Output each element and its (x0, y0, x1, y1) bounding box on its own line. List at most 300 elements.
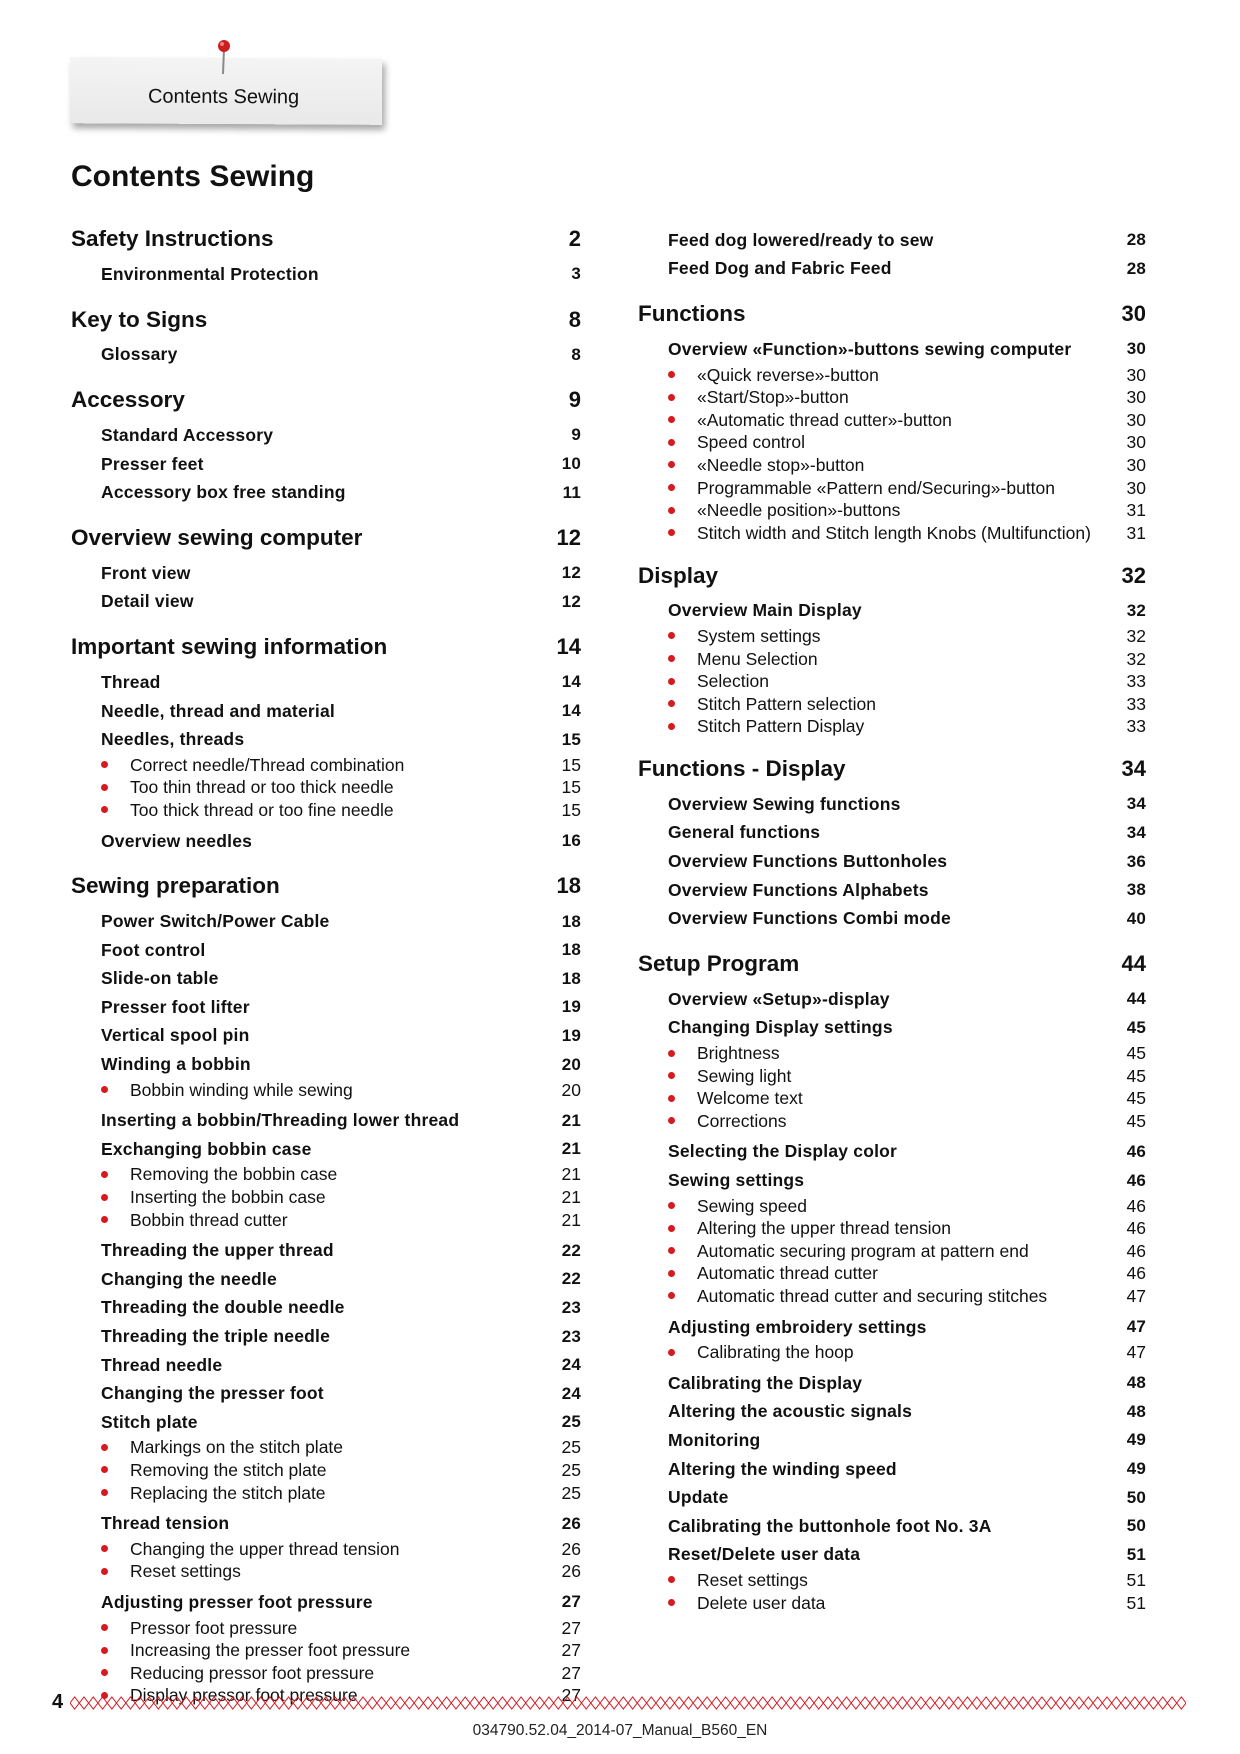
bullet-dot-icon (668, 439, 675, 446)
toc-bullet-replacing-the-stitch-plate[interactable] (71, 1482, 581, 1505)
toc-bullet-delete-user-data[interactable] (638, 1592, 1146, 1615)
toc-item-title (668, 851, 947, 872)
toc-page-number: 21 (561, 1209, 581, 1230)
toc-page-number: 44 (1126, 989, 1146, 1009)
toc-bullet-quick-reverse-button[interactable] (638, 364, 1146, 387)
toc-bullet-bobbin-winding-while-sewing[interactable] (71, 1079, 581, 1102)
toc-item-title (101, 1592, 373, 1613)
toc-entry-power-switch-power-cable[interactable] (71, 907, 581, 936)
toc-entry-changing-display-settings[interactable] (638, 1014, 1146, 1043)
bullet-dot-icon (101, 806, 108, 813)
toc-bullet-correct-needle-thread-combination[interactable] (71, 754, 581, 777)
toc-item-title (668, 694, 876, 715)
toc-page-number: 15 (561, 729, 581, 749)
toc-bullet-system-settings[interactable] (638, 625, 1146, 648)
toc-item-title (668, 387, 849, 408)
toc-item-title (668, 410, 952, 431)
toc-page-number: 30 (1126, 477, 1146, 498)
toc-bullet-removing-the-stitch-plate[interactable] (71, 1459, 581, 1482)
toc-item-title (668, 626, 821, 647)
toc-item-title (668, 258, 892, 279)
toc-item-title (101, 1412, 198, 1433)
toc-item-title (668, 500, 900, 521)
toc-bullet-altering-the-upper-thread-tension[interactable] (638, 1217, 1146, 1240)
toc-page-number: 15 (561, 754, 581, 775)
toc-entry-overview-function-buttons-sewing-computer[interactable] (638, 335, 1146, 364)
toc-item-title (668, 432, 805, 453)
toc-entry-inserting-a-bobbin-threading-lower-thread[interactable] (71, 1106, 581, 1135)
toc-item-text: Vertical spool pin (101, 1025, 250, 1046)
toc-entry-sewing-settings[interactable] (638, 1166, 1146, 1195)
toc-bullet-markings-on-the-stitch-plate[interactable] (71, 1437, 581, 1460)
toc-item-title (101, 1297, 345, 1318)
toc-page-number: 34 (1126, 822, 1146, 842)
toc-page-number: 22 (561, 1269, 581, 1289)
toc-page-number: 3 (571, 264, 581, 284)
toc-page-number: 50 (1126, 1487, 1146, 1507)
toc-item-title (101, 940, 205, 961)
bullet-dot-icon (668, 394, 675, 401)
toc-page-number: 28 (1126, 230, 1146, 250)
toc-item-text: Update (668, 1487, 729, 1508)
toc-entry-needles-threads[interactable] (71, 725, 581, 754)
toc-page-number: 25 (561, 1482, 581, 1503)
toc-item-title (668, 649, 818, 670)
toc-item-text: Safety Instructions (71, 226, 274, 251)
toc-entry-stitch-plate[interactable] (71, 1408, 581, 1437)
toc-page-number: 30 (1126, 454, 1146, 475)
toc-item-text: «Automatic thread cutter»-button (697, 409, 952, 430)
toc-entry-exchanging-bobbin-case[interactable] (71, 1135, 581, 1164)
toc-section-safety-instructions[interactable] (71, 226, 581, 258)
toc-bullet-inserting-the-bobbin-case[interactable] (71, 1186, 581, 1209)
toc-item-text: Welcome text (697, 1088, 803, 1109)
toc-section-setup-program[interactable] (638, 951, 1146, 983)
toc-item-title (668, 908, 951, 929)
toc-page-number: 32 (1126, 625, 1146, 646)
toc-bullet-stitch-pattern-display[interactable] (638, 716, 1146, 739)
bullet-dot-icon (668, 1576, 675, 1583)
toc-item-title (668, 1430, 760, 1451)
toc-entry-altering-the-acoustic-signals[interactable] (638, 1398, 1146, 1427)
toc-bullet-automatic-securing-program-at-pattern-end[interactable] (638, 1240, 1146, 1263)
toc-item-text: Threading the double needle (101, 1297, 345, 1318)
toc-entry-overview-setup-display[interactable] (638, 985, 1146, 1014)
toc-bullet-too-thin-thread-or-too-thick-needle[interactable] (71, 777, 581, 800)
toc-item-text: Feed Dog and Fabric Feed (668, 258, 892, 279)
toc-page-number: 26 (561, 1561, 581, 1582)
bullet-dot-icon (101, 1444, 108, 1451)
toc-page-number: 19 (561, 997, 581, 1017)
toc-item-title (101, 1080, 353, 1101)
toc-section-overview-sewing-computer[interactable] (71, 525, 581, 557)
toc-page-number: 50 (1126, 1516, 1146, 1536)
toc-page-number: 23 (561, 1297, 581, 1317)
toc-entry-overview-functions-buttonholes[interactable] (638, 847, 1146, 876)
toc-entry-calibrating-the-display[interactable] (638, 1369, 1146, 1398)
toc-page-number: 11 (562, 482, 581, 502)
toc-page-number: 18 (561, 968, 581, 988)
toc-item-text: Overview sewing computer (71, 524, 363, 550)
toc-item-text: Corrections (697, 1110, 787, 1131)
toc-item-title (101, 482, 346, 503)
toc-item-text: Slide-on table (101, 968, 219, 989)
bullet-dot-icon (668, 1225, 675, 1232)
bullet-dot-icon (668, 678, 675, 685)
toc-entry-feed-dog-and-fabric-feed[interactable] (638, 255, 1146, 284)
toc-entry-update[interactable] (638, 1483, 1146, 1512)
toc-item-title (101, 729, 244, 750)
toc-entry-detail-view[interactable] (71, 588, 581, 617)
toc-item-title (101, 1326, 330, 1347)
toc-item-text: Reset settings (697, 1569, 808, 1590)
toc-item-text: Correct needle/Thread combination (130, 754, 405, 775)
bullet-dot-icon (101, 1624, 108, 1631)
toc-bullet-sewing-light[interactable] (638, 1065, 1146, 1088)
toc-page-number: 49 (1126, 1430, 1146, 1450)
toc-item-text: Bobbin winding while sewing (130, 1079, 353, 1100)
toc-section-important-sewing-information[interactable] (71, 634, 581, 666)
toc-page-number: 9 (568, 387, 581, 413)
toc-entry-glossary[interactable] (71, 341, 581, 370)
toc-entry-monitoring[interactable] (638, 1426, 1146, 1455)
toc-bullet-automatic-thread-cutter-button[interactable] (638, 409, 1146, 432)
toc-item-text: Changing the upper thread tension (130, 1538, 400, 1559)
toc-entry-slide-on-table[interactable] (71, 965, 581, 994)
toc-item-title (668, 1570, 808, 1591)
toc-page-number: 25 (561, 1459, 581, 1480)
toc-bullet-automatic-thread-cutter[interactable] (638, 1263, 1146, 1286)
toc-bullet-needle-stop-button[interactable] (638, 454, 1146, 477)
toc-item-text: Display pressor foot pressure (130, 1685, 358, 1706)
toc-item-text: Selecting the Display color (668, 1141, 898, 1162)
toc-page-number: 12 (561, 591, 581, 611)
bullet-dot-icon (668, 1095, 675, 1102)
toc-item-title (101, 672, 161, 693)
toc-item-title (71, 873, 280, 899)
toc-section-sewing-preparation[interactable] (71, 873, 581, 905)
toc-entry-thread-tension[interactable] (71, 1509, 581, 1538)
toc-item-title (668, 523, 1091, 544)
toc-item-title (668, 230, 933, 251)
toc-item-text: Overview Functions Alphabets (668, 879, 929, 900)
toc-page-number: 28 (1126, 258, 1146, 278)
toc-entry-threading-the-upper-thread[interactable] (71, 1236, 581, 1265)
toc-bullet-reset-settings[interactable] (71, 1561, 581, 1584)
toc-item-text: Sewing preparation (71, 873, 280, 899)
toc-page-number: 32 (1121, 562, 1146, 588)
toc-item-text: Calibrating the buttonhole foot No. 3A (668, 1515, 992, 1536)
toc-page-number: 27 (561, 1662, 581, 1683)
toc-item-title (101, 1355, 222, 1376)
toc-entry-winding-a-bobbin[interactable] (71, 1050, 581, 1079)
toc-page-number: 27 (561, 1592, 581, 1612)
toc-entry-altering-the-winding-speed[interactable] (638, 1455, 1146, 1484)
toc-page-number: 30 (1126, 409, 1146, 430)
toc-entry-overview-needles[interactable] (71, 827, 581, 856)
toc-item-text: Reset settings (130, 1561, 241, 1582)
toc-item-title (101, 1240, 334, 1261)
toc-page-number: 30 (1126, 432, 1146, 453)
toc-item-title (71, 307, 207, 333)
toc-page-number: 47 (1126, 1342, 1146, 1363)
toc-entry-threading-the-double-needle[interactable] (71, 1294, 581, 1323)
toc-page-number: 30 (1126, 339, 1146, 359)
toc-item-text: Foot control (101, 939, 206, 960)
toc-entry-general-functions[interactable] (638, 819, 1146, 848)
toc-entry-presser-foot-lifter[interactable] (71, 993, 581, 1022)
bullet-dot-icon (668, 1599, 675, 1606)
toc-page-number: 46 (1126, 1141, 1146, 1161)
toc-entry-selecting-the-display-color[interactable] (638, 1138, 1146, 1167)
toc-item-title (101, 1025, 250, 1046)
toc-bullet-bobbin-thread-cutter[interactable] (71, 1209, 581, 1232)
toc-entry-foot-control[interactable] (71, 936, 581, 965)
toc-entry-changing-the-presser-foot[interactable] (71, 1379, 581, 1408)
bullet-dot-icon (101, 1194, 108, 1201)
toc-entry-overview-functions-combi-mode[interactable] (638, 904, 1146, 933)
toc-page-number: 24 (561, 1383, 581, 1403)
toc-page-number: 33 (1126, 671, 1146, 692)
toc-item-text: Overview Functions Buttonholes (668, 851, 948, 872)
toc-item-title (101, 1539, 400, 1560)
toc-item-text: Altering the winding speed (668, 1458, 897, 1479)
toc-item-text: Standard Accessory (101, 424, 274, 445)
toc-item-title (101, 454, 204, 475)
toc-item-text: Removing the stitch plate (130, 1459, 327, 1480)
toc-bullet-welcome-text[interactable] (638, 1087, 1146, 1110)
bullet-dot-icon (668, 700, 675, 707)
toc-bullet-start-stop-button[interactable] (638, 386, 1146, 409)
toc-entry-reset-delete-user-data[interactable] (638, 1541, 1146, 1570)
toc-section-functions[interactable] (638, 301, 1146, 333)
toc-item-title (668, 1066, 791, 1087)
toc-entry-presser-feet[interactable] (71, 450, 581, 479)
toc-item-title (668, 1317, 927, 1338)
toc-item-text: Inserting the bobbin case (130, 1187, 326, 1208)
toc-page-number: 31 (1126, 500, 1146, 521)
toc-bullet-calibrating-the-hoop[interactable] (638, 1341, 1146, 1364)
toc-item-title (101, 1187, 326, 1208)
toc-page-number: 10 (561, 454, 581, 474)
toc-item-text: Presser foot lifter (101, 996, 250, 1017)
toc-item-text: Delete user data (697, 1592, 826, 1613)
toc-entry-overview-sewing-functions[interactable] (638, 790, 1146, 819)
toc-bullet-too-thick-thread-or-too-fine-needle[interactable] (71, 799, 581, 822)
toc-item-text: Replacing the stitch plate (130, 1482, 326, 1503)
bullet-dot-icon (668, 484, 675, 491)
toc-item-text: Thread (101, 671, 161, 692)
toc-entry-adjusting-presser-foot-pressure[interactable] (71, 1588, 581, 1617)
toc-item-text: Overview Main Display (668, 600, 862, 621)
toc-page-number: 8 (571, 344, 581, 364)
toc-bullet-stitch-pattern-selection[interactable] (638, 693, 1146, 716)
toc-entry-front-view[interactable] (71, 559, 581, 588)
toc-page-number: 48 (1126, 1401, 1146, 1421)
toc-item-text: Bobbin thread cutter (130, 1209, 288, 1230)
toc-page-number: 14 (561, 701, 581, 721)
toc-item-text: Overview needles (101, 830, 253, 851)
toc-item-title (668, 478, 1055, 499)
toc-page-number: 20 (561, 1054, 581, 1074)
toc-page-number: 9 (571, 425, 581, 445)
toc-bullet-corrections[interactable] (638, 1110, 1146, 1133)
toc-item-title (638, 563, 718, 589)
bullet-dot-icon (101, 1545, 108, 1552)
toc-item-text: Automatic thread cutter and securing stitches (697, 1285, 1048, 1306)
toc-item-title (101, 1561, 241, 1582)
toc-section-key-to-signs[interactable] (71, 307, 581, 339)
toc-item-text: Overview Functions Combi mode (668, 908, 951, 929)
toc-section-functions-display[interactable] (638, 756, 1146, 788)
toc-page-number: 21 (561, 1187, 581, 1208)
toc-item-title (101, 831, 252, 852)
toc-item-title (101, 425, 273, 446)
toc-item-text: Changing the presser foot (101, 1383, 324, 1404)
toc-item-text: Functions (638, 301, 746, 327)
toc-item-title (668, 1342, 854, 1363)
toc-item-text: Automatic thread cutter (697, 1263, 878, 1284)
toc-page-number: 15 (561, 799, 581, 820)
toc-page-number: 51 (1126, 1544, 1146, 1564)
toc-entry-overview-main-display[interactable] (638, 597, 1146, 626)
toc-item-title (71, 387, 185, 413)
toc-bullet-sewing-speed[interactable] (638, 1195, 1146, 1218)
toc-entry-thread[interactable] (71, 668, 581, 697)
toc-page-number: 27 (561, 1640, 581, 1661)
bullet-dot-icon (668, 1247, 675, 1254)
bullet-dot-icon (668, 371, 675, 378)
toc-item-text: Adjusting presser foot pressure (101, 1591, 373, 1612)
toc-page-number: 21 (561, 1110, 581, 1130)
toc-item-text: Changing Display settings (668, 1017, 893, 1038)
toc-item-title (101, 1640, 410, 1661)
toc-entry-calibrating-the-buttonhole-foot-no-3a[interactable] (638, 1512, 1146, 1541)
toc-entry-needle-thread-and-material[interactable] (71, 697, 581, 726)
toc-item-title (668, 989, 890, 1010)
toc-page-number: 12 (561, 563, 581, 583)
toc-item-text: Sewing speed (697, 1195, 807, 1216)
toc-item-text: Thread tension (101, 1513, 230, 1534)
toc-page-number: 16 (561, 831, 581, 851)
toc-bullet-menu-selection[interactable] (638, 648, 1146, 671)
pushpin-icon (214, 38, 234, 78)
toc-item-title (638, 301, 746, 327)
toc-bullet-reset-settings[interactable] (638, 1569, 1146, 1592)
bullet-dot-icon (101, 1647, 108, 1654)
toc-item-title (668, 1286, 1047, 1307)
toc-item-text: Automatic securing program at pattern end (697, 1240, 1029, 1261)
toc-bullet-selection[interactable] (638, 670, 1146, 693)
toc-bullet-changing-the-upper-thread-tension[interactable] (71, 1538, 581, 1561)
toc-item-text: Markings on the stitch plate (130, 1437, 344, 1458)
toc-item-text: Glossary (101, 344, 178, 365)
toc-item-text: General functions (668, 822, 821, 843)
toc-item-text: Reducing pressor foot pressure (130, 1662, 375, 1683)
toc-item-title (668, 339, 1071, 360)
toc-entry-changing-the-needle[interactable] (71, 1265, 581, 1294)
toc-page-number: 30 (1121, 301, 1146, 327)
toc-item-text: Overview «Setup»-display (668, 988, 890, 1009)
toc-item-text: Menu Selection (697, 648, 818, 669)
toc-entry-vertical-spool-pin[interactable] (71, 1022, 581, 1051)
toc-bullet-programmable-pattern-end-securing-button[interactable] (638, 477, 1146, 500)
toc-bullet-automatic-thread-cutter-and-securing-stitches[interactable] (638, 1285, 1146, 1308)
toc-item-text: Monitoring (668, 1429, 761, 1450)
toc-bullet-increasing-the-presser-foot-pressure[interactable] (71, 1639, 581, 1662)
toc-page-number: 2 (568, 226, 581, 251)
toc-item-title (668, 794, 901, 815)
toc-item-text: Stitch Pattern selection (697, 693, 876, 714)
toc-page-number: 46 (1126, 1195, 1146, 1216)
bullet-dot-icon (668, 1292, 675, 1299)
toc-entry-feed-dog-lowered-ready-to-sew[interactable] (638, 226, 1146, 255)
toc-bullet-removing-the-bobbin-case[interactable] (71, 1164, 581, 1187)
toc-section-accessory[interactable] (71, 387, 581, 419)
toc-page-number: 33 (1126, 693, 1146, 714)
toc-entry-adjusting-embroidery-settings[interactable] (638, 1313, 1146, 1342)
toc-bullet-needle-position-buttons[interactable] (638, 499, 1146, 522)
toc-item-text: Selection (697, 671, 769, 692)
toc-item-title (668, 1263, 878, 1284)
toc-page-number: 27 (561, 1685, 581, 1706)
toc-entry-standard-accessory[interactable] (71, 421, 581, 450)
toc-item-title (668, 1111, 786, 1132)
toc-page-number: 25 (561, 1412, 581, 1432)
toc-item-title (101, 1054, 251, 1075)
toc-item-title (101, 1663, 374, 1684)
toc-bullet-speed-control[interactable] (638, 432, 1146, 455)
toc-entry-accessory-box-free-standing[interactable] (71, 478, 581, 507)
toc-page-number: 30 (1126, 387, 1146, 408)
toc-page-number: 47 (1126, 1317, 1146, 1337)
toc-item-title (668, 455, 864, 476)
toc-item-title (668, 1401, 912, 1422)
toc-item-title (668, 365, 879, 386)
toc-entry-thread-needle[interactable] (71, 1351, 581, 1380)
footer-diamond-border (70, 1696, 1186, 1710)
bullet-dot-icon (668, 655, 675, 662)
bullet-dot-icon (668, 461, 675, 468)
toc-page-number: 14 (561, 672, 581, 692)
toc-entry-overview-functions-alphabets[interactable] (638, 876, 1146, 905)
toc-item-title (101, 1483, 326, 1504)
toc-bullet-pressor-foot-pressure[interactable] (71, 1617, 581, 1640)
toc-item-text: Sewing light (697, 1065, 792, 1086)
toc-section-display[interactable] (638, 563, 1146, 595)
toc-page-number: 32 (1126, 648, 1146, 669)
toc-page-number: 19 (561, 1025, 581, 1045)
toc-entry-environmental-protection[interactable] (71, 260, 581, 289)
toc-page-number: 34 (1126, 794, 1146, 814)
toc-item-title (668, 671, 769, 692)
toc-bullet-stitch-width-and-stitch-length-knobs-multifunction[interactable] (638, 522, 1146, 545)
toc-page-number: 21 (561, 1139, 581, 1159)
toc-item-title (101, 264, 319, 285)
toc-entry-threading-the-triple-needle[interactable] (71, 1322, 581, 1351)
toc-page-number: 46 (1126, 1240, 1146, 1261)
page-number: 4 (52, 1691, 64, 1713)
toc-item-title (668, 1196, 807, 1217)
toc-item-text: «Needle position»-buttons (697, 500, 901, 521)
toc-item-text: Needle, thread and material (101, 700, 335, 721)
bullet-dot-icon (668, 1270, 675, 1277)
footer-document-code: 034790.52.04_2014-07_Manual_B560_EN (472, 1722, 768, 1739)
toc-item-text: Too thin thread or too thick needle (130, 777, 394, 798)
toc-bullet-reducing-pressor-foot-pressure[interactable] (71, 1662, 581, 1685)
toc-item-title (101, 1513, 229, 1534)
toc-bullet-brightness[interactable] (638, 1042, 1146, 1065)
